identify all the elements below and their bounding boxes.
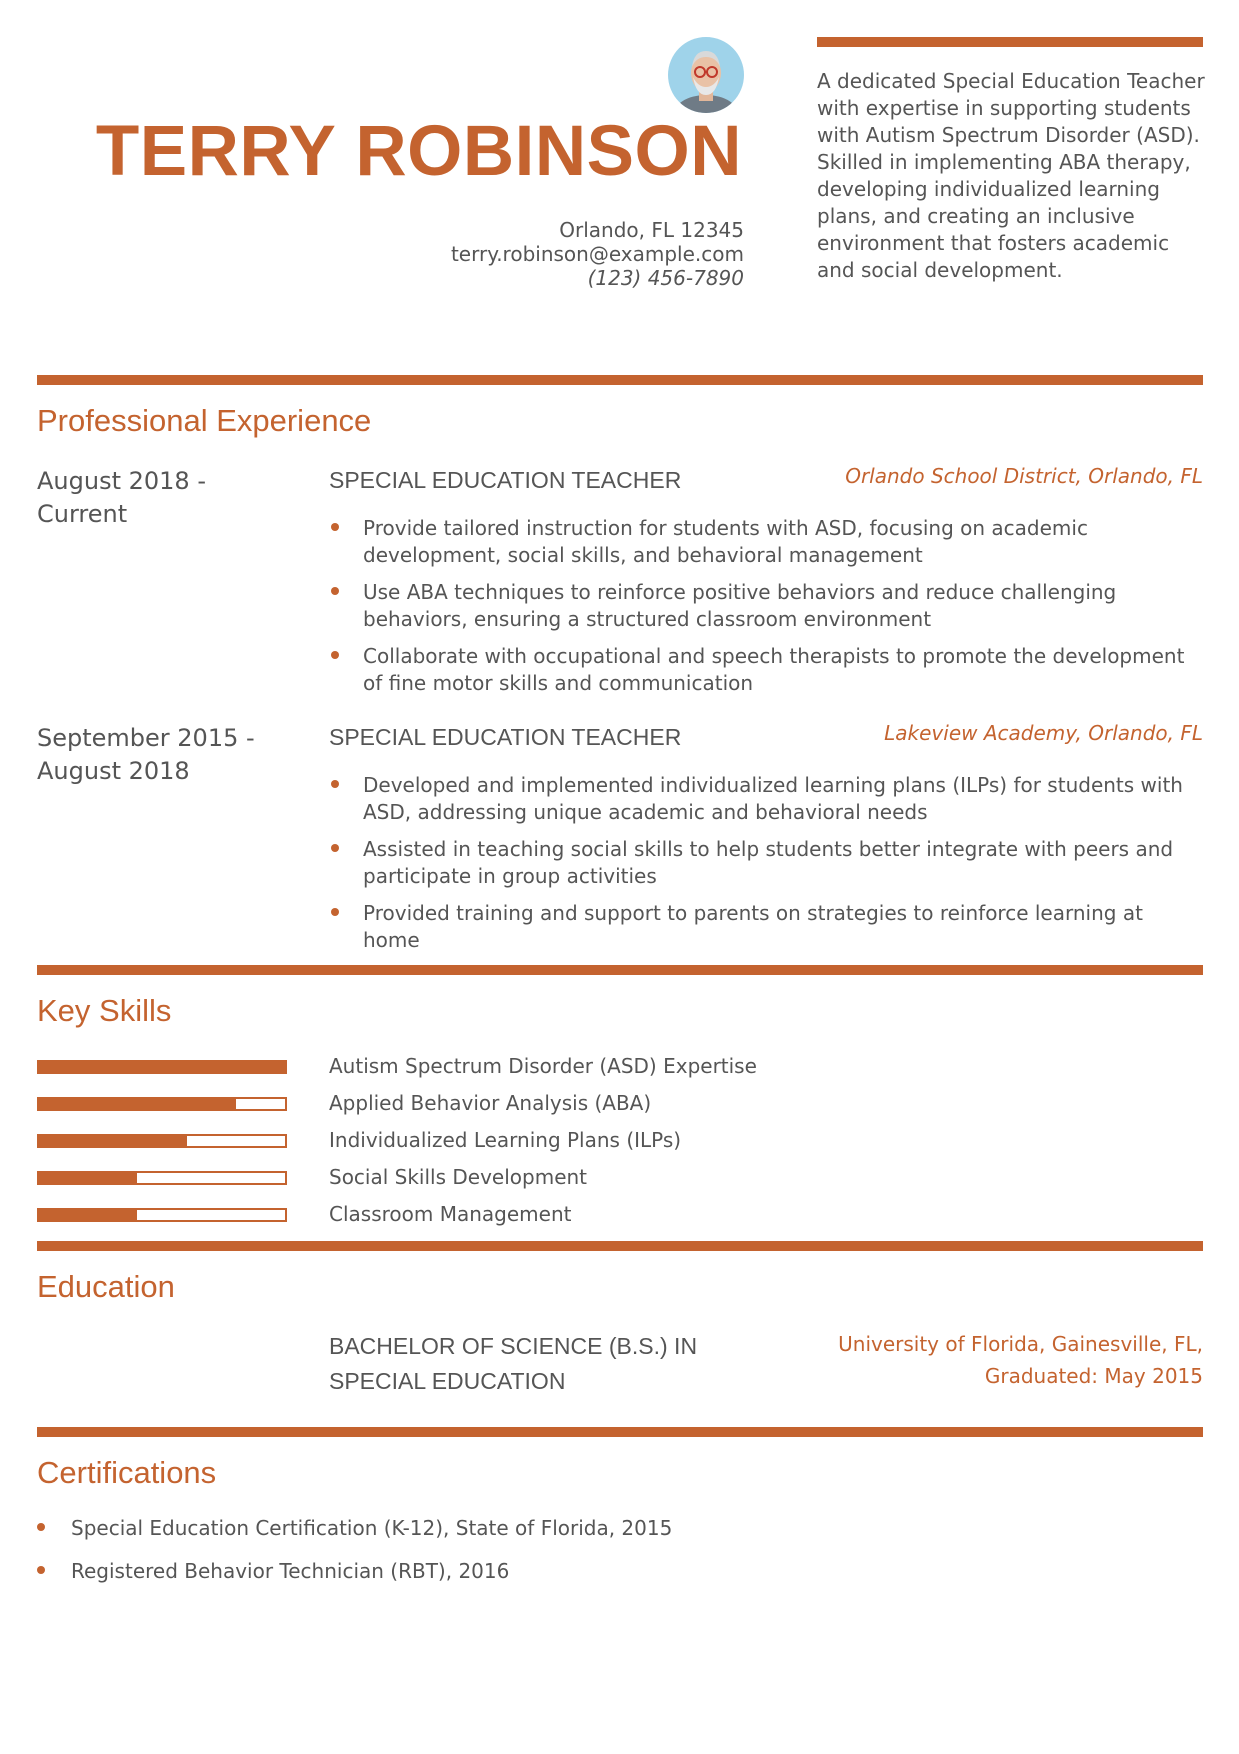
job-dates <box>37 465 307 531</box>
skill-label: Social Skills Development <box>329 1165 588 1189</box>
skill-level-fill <box>39 1136 187 1146</box>
list-item: Use ABA techniques to reinforce positive behaviors and reduce challenging behaviors, ensuring a structured classroom environment <box>329 579 1189 633</box>
job-date-start: August 2018 - <box>37 467 206 495</box>
skill-label: Classroom Management <box>329 1202 572 1226</box>
section-divider <box>37 965 1203 975</box>
list-item: Assisted in teaching social skills to help students better integrate with peers and participate in group activities <box>329 836 1189 890</box>
skill-level-bar <box>37 1097 287 1111</box>
skill-label: Applied Behavior Analysis (ABA) <box>329 1091 652 1115</box>
list-item: Provide tailored instruction for students with ASD, focusing on academic development, social skills, and behavioral management <box>329 515 1189 569</box>
job-dates <box>37 722 307 788</box>
skill-label: Autism Spectrum Disorder (ASD) Expertise <box>329 1054 757 1078</box>
skill-level-bar <box>37 1060 287 1074</box>
skill-level-fill <box>39 1099 236 1109</box>
address: Orlando, FL 12345 <box>559 218 744 242</box>
list-item: Provided training and support to parents on strategies to reinforce learning at home <box>329 900 1189 954</box>
job-employer: Lakeview Academy, Orlando, FL <box>884 721 1203 745</box>
skill-level-fill <box>39 1173 137 1183</box>
job-responsibilities <box>329 772 1189 964</box>
section-divider <box>37 375 1203 385</box>
candidate-name: TERRY ROBINSON <box>95 112 742 191</box>
profile-photo <box>668 37 744 113</box>
job-employer: Orlando School District, Orlando, FL <box>845 464 1203 488</box>
section-title-education: Education <box>37 1269 175 1304</box>
job-title: SPECIAL EDUCATION TEACHER <box>329 467 682 493</box>
section-divider <box>37 1427 1203 1437</box>
job-date-start: September 2015 - <box>37 724 255 752</box>
school-info <box>838 1328 1203 1392</box>
skill-level-fill <box>39 1062 285 1072</box>
skill-level-bar <box>37 1134 287 1148</box>
skill-label: Individualized Learning Plans (ILPs) <box>329 1128 682 1152</box>
list-item: Special Education Certification (K-12), State of Florida, 2015 <box>37 1515 937 1542</box>
skill-level-fill <box>39 1210 137 1220</box>
list-item: Registered Behavior Technician (RBT), 2016 <box>37 1558 937 1585</box>
job-date-end: Current <box>37 500 128 528</box>
certifications-list <box>37 1515 937 1601</box>
phone[interactable]: (123) 456-7890 <box>587 266 744 290</box>
graduation-date: Graduated: May 2015 <box>984 1364 1203 1388</box>
job-title: SPECIAL EDUCATION TEACHER <box>329 724 682 750</box>
list-item: Developed and implemented individualized learning plans (ILPs) for students with ASD, addressing unique academic and behavioral needs <box>329 772 1189 826</box>
list-item: Collaborate with occupational and speech therapists to promote the development of fine motor skills and communication <box>329 643 1189 697</box>
job-responsibilities <box>329 515 1189 707</box>
degree-line: BACHELOR OF SCIENCE (B.S.) IN <box>329 1333 698 1359</box>
job-date-end: August 2018 <box>37 757 190 785</box>
school-name: University of Florida, Gainesville, FL, <box>838 1332 1203 1356</box>
section-title-certifications: Certifications <box>37 1455 217 1490</box>
avatar <box>668 37 744 113</box>
section-title-experience: Professional Experience <box>37 403 372 438</box>
skill-level-bar <box>37 1208 287 1222</box>
skill-level-bar <box>37 1171 287 1185</box>
section-title-skills: Key Skills <box>37 993 172 1028</box>
email[interactable]: terry.robinson@example.com <box>450 242 744 266</box>
degree-line: SPECIAL EDUCATION <box>329 1368 566 1394</box>
summary-text: A dedicated Special Education Teacher with expertise in supporting students with Autism Spectrum Disorder (ASD). Skilled in implementing ABA therapy, developing individualized learning plans, and creating an inclusive environment that fosters academic and social development. <box>817 69 1205 282</box>
summary-divider <box>817 37 1203 47</box>
degree <box>329 1329 749 1399</box>
section-divider <box>37 1241 1203 1251</box>
